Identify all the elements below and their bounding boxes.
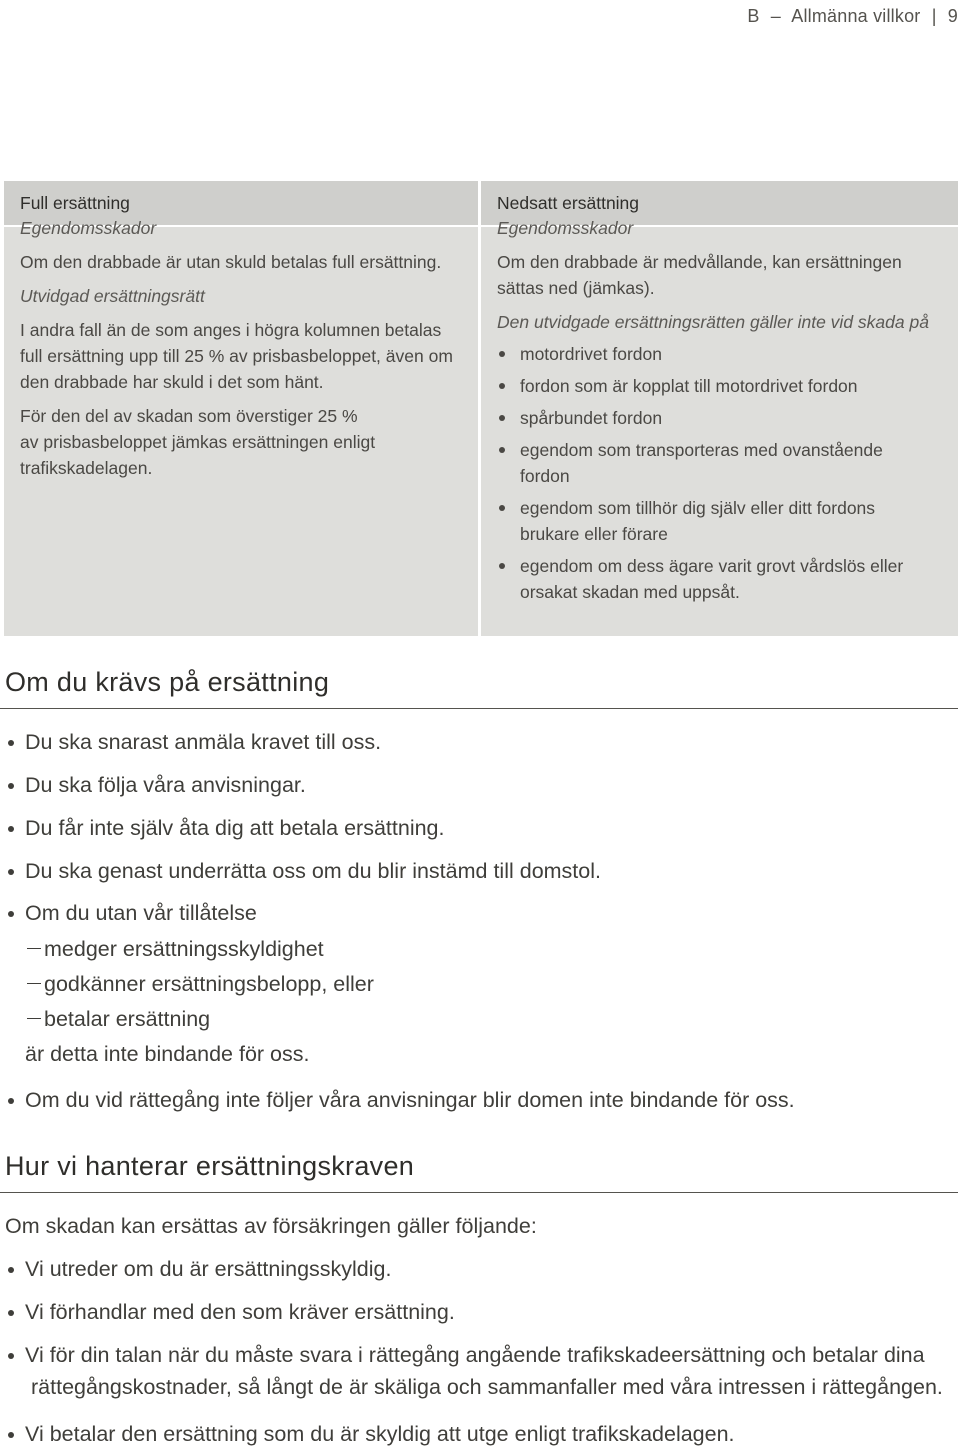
- list-item: Du får inte själv åta dig att betala ersättning.: [25, 816, 445, 840]
- subheading: Egendomsskador: [20, 218, 157, 238]
- list-item-text: spårbundet fordon: [520, 408, 663, 428]
- list-item: Vi betalar den ersättning som du är skyldig att utge enligt trafikskadelagen.: [25, 1422, 735, 1446]
- reduced-compensation-column: [481, 181, 958, 636]
- bullet-dot: [8, 1310, 14, 1316]
- dash-marker: [27, 1018, 41, 1019]
- bullet-dot: [8, 1432, 14, 1438]
- list-item-continuation: rättegångskostnader, så långt de är skäliga och sammanfaller med våra intressen i rättegången.: [31, 1375, 943, 1399]
- bullet-dot: [8, 1353, 14, 1359]
- bullet-dot: [8, 1267, 14, 1273]
- bullet-dot: [499, 383, 505, 389]
- column-title: Full ersättning: [20, 193, 130, 213]
- section-heading: Hur vi hanterar ersättningskraven: [5, 1151, 415, 1181]
- section-rule: [0, 708, 958, 709]
- list-item-text: motordrivet fordon: [520, 344, 663, 364]
- bullet-dot: [499, 447, 505, 453]
- body-text: den drabbade har skuld i det som hänt.: [20, 372, 324, 392]
- dash-item: godkänner ersättningsbelopp, eller: [44, 972, 374, 996]
- header-dash: –: [770, 6, 782, 26]
- column-title: Nedsatt ersättning: [497, 193, 640, 213]
- subheading: Egendomsskador: [497, 218, 634, 238]
- body-text: sättas ned (jämkas).: [497, 278, 655, 298]
- body-text: trafikskadelagen.: [20, 458, 153, 478]
- list-item-text: egendom som tillhör dig själv eller ditt fordons: [520, 498, 876, 518]
- bullet-dot: [499, 415, 505, 421]
- list-item: Vi för din talan när du måste svara i rättegång angående trafikskadeersättning och betalar dina: [25, 1343, 925, 1367]
- dash-marker: [27, 983, 41, 984]
- italic-intro: Den utvidgade ersättningsrätten gäller inte vid skada på: [497, 312, 929, 332]
- list-item: Du ska snarast anmäla kravet till oss.: [25, 730, 382, 754]
- dash-item: medger ersättningsskyldighet: [44, 937, 324, 961]
- column-body: [481, 218, 958, 636]
- compensation-table: [4, 181, 958, 636]
- section-title: Allmänna villkor: [791, 6, 921, 26]
- bullet-dot: [499, 351, 505, 357]
- list-item-text: egendom om dess ägare varit grovt vårdslös eller: [520, 556, 904, 576]
- section-rule: [0, 1192, 958, 1193]
- list-item: Du ska följa våra anvisningar.: [25, 773, 306, 797]
- section-heading: Om du krävs på ersättning: [5, 667, 330, 697]
- page-number: 9: [947, 6, 958, 26]
- intro-text: Om skadan kan ersättas av försäkringen gäller följande:: [5, 1214, 537, 1238]
- bullet-dot: [499, 563, 505, 569]
- body-text: av prisbasbeloppet jämkas ersättningen enligt: [20, 432, 376, 452]
- header-divider: |: [931, 6, 937, 26]
- closing-text: är detta inte bindande för oss.: [25, 1042, 310, 1066]
- body-text: För den del av skadan som överstiger 25 %: [20, 406, 358, 426]
- column-body: [4, 218, 478, 636]
- full-compensation-column: [4, 181, 478, 636]
- list-item-text: fordon: [520, 466, 570, 486]
- dash-item: betalar ersättning: [44, 1007, 211, 1031]
- bullet-dot: [8, 1098, 14, 1104]
- body-text: Om den drabbade är utan skuld betalas full ersättning.: [20, 252, 442, 272]
- bullet-dot: [8, 826, 14, 832]
- bullet-dot: [8, 740, 14, 746]
- bullet-dot: [8, 869, 14, 875]
- list-item-text: fordon som är kopplat till motordrivet fordon: [520, 376, 858, 396]
- body-text: Om den drabbade är medvållande, kan ersättningen: [497, 252, 902, 272]
- list-item: Du ska genast underrätta oss om du blir instämd till domstol.: [25, 859, 601, 883]
- bullet-dot: [8, 911, 14, 917]
- section-letter: B: [747, 6, 760, 26]
- subheading: Utvidgad ersättningsrätt: [20, 286, 205, 306]
- list-item: Om du utan vår tillåtelse: [25, 901, 257, 925]
- bullet-dot: [8, 783, 14, 789]
- list-item: Vi utreder om du är ersättningsskyldig.: [25, 1257, 392, 1281]
- list-item: Vi förhandlar med den som kräver ersättning.: [25, 1300, 455, 1324]
- list-item-text: orsakat skadan med uppsåt.: [520, 582, 740, 602]
- dash-marker: [27, 948, 41, 949]
- bullet-dot: [499, 505, 505, 511]
- list-item: Om du vid rättegång inte följer våra anvisningar blir domen inte bindande för oss.: [25, 1088, 795, 1112]
- body-text: I andra fall än de som anges i högra kolumnen betalas: [20, 320, 442, 340]
- list-item-text: brukare eller förare: [520, 524, 668, 544]
- list-item-text: egendom som transporteras med ovanstående: [520, 440, 883, 460]
- body-text: full ersättning upp till 25 % av prisbasbeloppet, även om: [20, 346, 453, 366]
- page-header: [747, 6, 958, 27]
